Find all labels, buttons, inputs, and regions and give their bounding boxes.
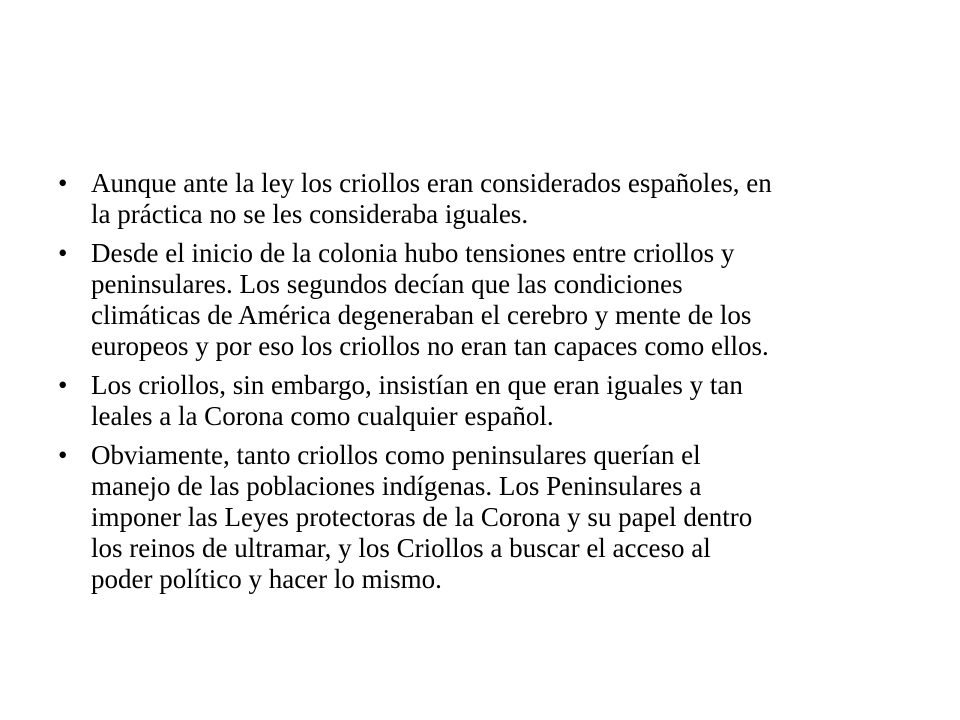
bullet-3-line-1: Los criollos, sin embargo, insistían en que eran iguales y tan	[91, 370, 743, 400]
bullet-2-line-1: Desde el inicio de la colonia hubo tensiones entre criollos y	[91, 238, 735, 268]
bullet-list	[58, 168, 918, 603]
bullet-dot-icon: •	[58, 440, 68, 470]
bullet-1-line-1: Aunque ante la ley los criollos eran considerados españoles, en	[91, 168, 772, 198]
bullet-3-line-2: leales a la Corona como cualquier español.	[91, 401, 554, 431]
bullet-item-4	[58, 440, 918, 595]
bullet-2-line-2: peninsulares. Los segundos decían que las condiciones	[91, 269, 683, 299]
bullet-item-2	[58, 238, 918, 362]
bullet-dot-icon: •	[58, 168, 68, 198]
bullet-2-line-4: europeos y por eso los criollos no eran tan capaces como ellos.	[91, 331, 769, 361]
bullet-item-3	[58, 370, 918, 432]
bullet-4-line-4: los reinos de ultramar, y los Criollos a buscar el acceso al	[91, 533, 711, 563]
bullet-dot-icon: •	[58, 238, 68, 268]
bullet-1-line-2: la práctica no se les consideraba iguales.	[91, 199, 529, 229]
bullet-dot-icon: •	[58, 370, 68, 400]
bullet-4-line-1: Obviamente, tanto criollos como peninsulares querían el	[91, 440, 701, 470]
bullet-4-line-3: imponer las Leyes protectoras de la Corona y su papel dentro	[91, 502, 753, 532]
bullet-4-line-5: poder político y hacer lo mismo.	[91, 564, 442, 594]
bullet-item-1	[58, 168, 918, 230]
bullet-2-line-3: climáticas de América degeneraban el cerebro y mente de los	[91, 300, 752, 330]
bullet-4-line-2: manejo de las poblaciones indígenas. Los Peninsulares a	[91, 471, 702, 501]
